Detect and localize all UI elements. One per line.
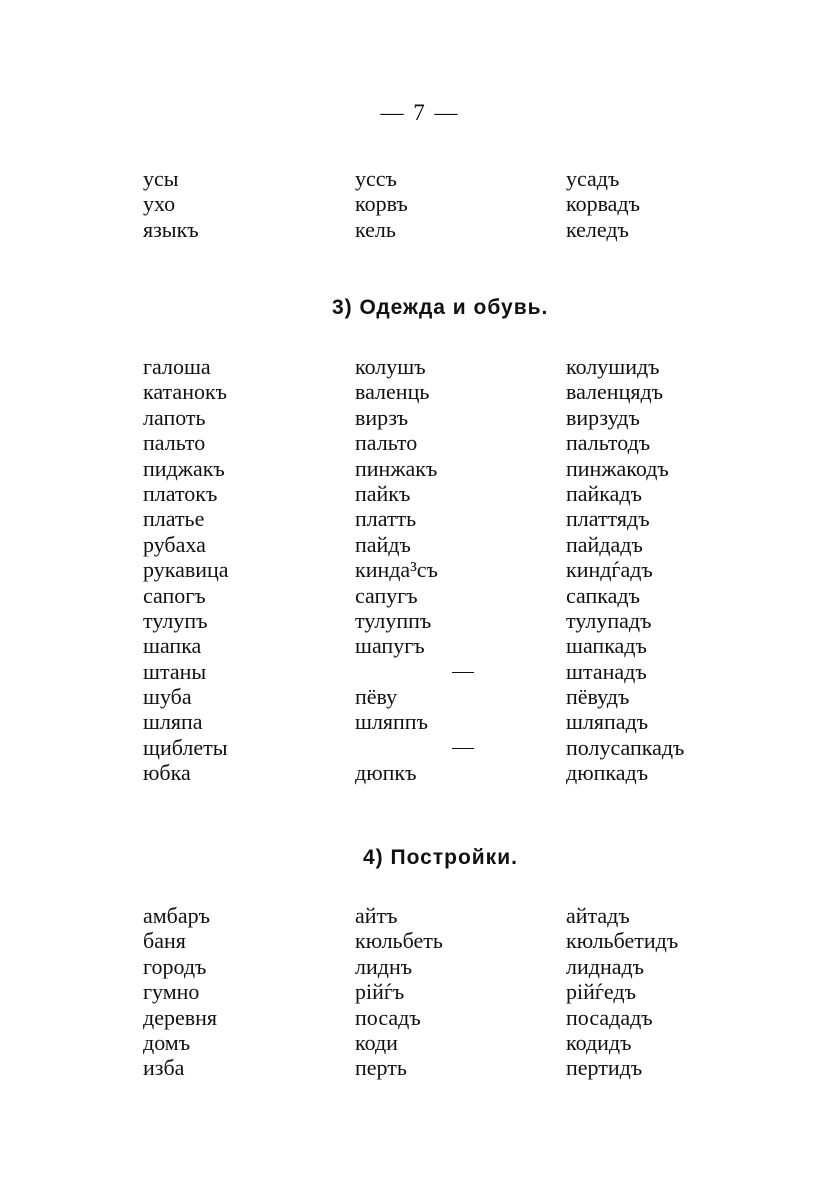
plural-form: корвадъ: [566, 191, 641, 217]
plural-form: колушидъ: [566, 354, 660, 379]
singular-form: платть: [355, 506, 417, 532]
table-row: [0, 1005, 840, 1030]
plural-form: рійѓедъ: [566, 979, 636, 1005]
table-row: [0, 354, 840, 379]
russian-word: рубаха: [143, 531, 206, 557]
russian-word: амбаръ: [143, 903, 211, 928]
singular-form: пайкъ: [355, 480, 411, 506]
table-row: [0, 928, 840, 953]
singular-form: кинда³съ: [355, 557, 438, 583]
table-row: [0, 709, 840, 734]
russian-word: деревня: [143, 1004, 218, 1030]
singular-form: кюльбеть: [355, 928, 443, 954]
table-row: [0, 903, 840, 928]
clothing-table: [0, 354, 840, 786]
plural-form: шапкадъ: [566, 633, 647, 659]
no-singular-dash: [452, 672, 474, 674]
table-row: [0, 532, 840, 557]
russian-word: лапоть: [143, 404, 206, 430]
singular-form: вирзъ: [355, 404, 409, 430]
singular-form: пёву: [355, 684, 398, 710]
section-title: 3) Одежда и обувь.: [332, 296, 549, 319]
table-row: [0, 1055, 840, 1080]
plural-form: келедъ: [566, 216, 629, 242]
singular-form: лиднъ: [355, 953, 413, 979]
russian-word: усы: [143, 166, 179, 191]
russian-word: юбка: [143, 760, 191, 786]
plural-form: платтядъ: [566, 506, 650, 532]
russian-word: шуба: [143, 684, 192, 710]
russian-word: изба: [143, 1055, 185, 1081]
singular-form: валенць: [355, 379, 430, 405]
singular-form: колушъ: [355, 354, 426, 379]
table-row: [0, 659, 840, 684]
table-row: [0, 1030, 840, 1055]
russian-word: пальто: [143, 430, 206, 456]
russian-word: пиджакъ: [143, 455, 225, 481]
table-row: [0, 405, 840, 430]
plural-form: киндѓадъ: [566, 557, 653, 583]
plural-form: тулупадъ: [566, 607, 652, 633]
russian-word: домъ: [143, 1029, 191, 1055]
plural-form: сапкадъ: [566, 582, 640, 608]
plural-form: валенцядъ: [566, 379, 664, 405]
plural-form: вирзудъ: [566, 404, 640, 430]
russian-word: катанокъ: [143, 379, 228, 405]
table-row: [0, 735, 840, 760]
plural-form: полусапкадъ: [566, 734, 685, 760]
plural-form: айтадъ: [566, 903, 630, 928]
table-row: [0, 506, 840, 531]
plural-form: пёвудъ: [566, 684, 630, 710]
plural-form: пертидъ: [566, 1055, 643, 1081]
russian-word: щиблеты: [143, 734, 228, 760]
table-row: [0, 760, 840, 785]
plural-form: пайкадъ: [566, 480, 643, 506]
table-row: [0, 217, 840, 242]
singular-form: уссъ: [355, 166, 397, 191]
plural-form: пайдадъ: [566, 531, 643, 557]
plural-form: лиднадъ: [566, 953, 645, 979]
russian-word: рукавица: [143, 557, 229, 583]
russian-word: городъ: [143, 953, 207, 979]
russian-word: галоша: [143, 354, 211, 379]
plural-form: пальтодъ: [566, 430, 651, 456]
table-row: [0, 379, 840, 404]
russian-word: тулупъ: [143, 607, 208, 633]
singular-form: перть: [355, 1055, 407, 1081]
russian-word: ухо: [143, 191, 176, 217]
table-row: [0, 166, 840, 191]
page-number: — 7 —: [380, 100, 460, 125]
russian-word: сапогъ: [143, 582, 206, 608]
russian-word: гумно: [143, 979, 200, 1005]
table-row: [0, 456, 840, 481]
plural-form: шляпадъ: [566, 709, 649, 735]
singular-form: шляппъ: [355, 709, 428, 735]
singular-form: кель: [355, 216, 396, 242]
buildings-table: [0, 903, 840, 1081]
russian-word: штаны: [143, 658, 207, 684]
russian-word: шляпа: [143, 709, 203, 735]
table-row: [0, 633, 840, 658]
plural-form: штанадъ: [566, 658, 647, 684]
singular-form: корвъ: [355, 191, 408, 217]
russian-word: шапка: [143, 633, 202, 659]
table-row: [0, 979, 840, 1004]
table-row: [0, 191, 840, 216]
russian-word: языкъ: [143, 216, 199, 242]
plural-form: посададъ: [566, 1004, 653, 1030]
singular-form: пайдъ: [355, 531, 411, 557]
body-parts-table: [0, 166, 840, 242]
no-singular-dash: [452, 748, 474, 750]
russian-word: платье: [143, 506, 205, 532]
singular-form: тулуппъ: [355, 607, 432, 633]
singular-form: сапугъ: [355, 582, 418, 608]
plural-form: пинжакодъ: [566, 455, 669, 481]
section-title: 4) Постройки.: [363, 846, 518, 869]
table-row: [0, 954, 840, 979]
russian-word: платокъ: [143, 480, 218, 506]
singular-form: рійѓъ: [355, 979, 405, 1005]
singular-form: пальто: [355, 430, 418, 456]
singular-form: шапугъ: [355, 633, 425, 659]
singular-form: дюпкъ: [355, 760, 417, 786]
table-row: [0, 557, 840, 582]
table-row: [0, 430, 840, 455]
plural-form: кюльбетидъ: [566, 928, 679, 954]
table-row: [0, 608, 840, 633]
table-row: [0, 684, 840, 709]
plural-form: дюпкадъ: [566, 760, 649, 786]
singular-form: пинжакъ: [355, 455, 438, 481]
table-row: [0, 481, 840, 506]
plural-form: кодидъ: [566, 1029, 632, 1055]
plural-form: усадъ: [566, 166, 620, 191]
russian-word: баня: [143, 928, 186, 954]
table-row: [0, 583, 840, 608]
singular-form: коди: [355, 1029, 398, 1055]
singular-form: айтъ: [355, 903, 398, 928]
singular-form: посадъ: [355, 1004, 421, 1030]
